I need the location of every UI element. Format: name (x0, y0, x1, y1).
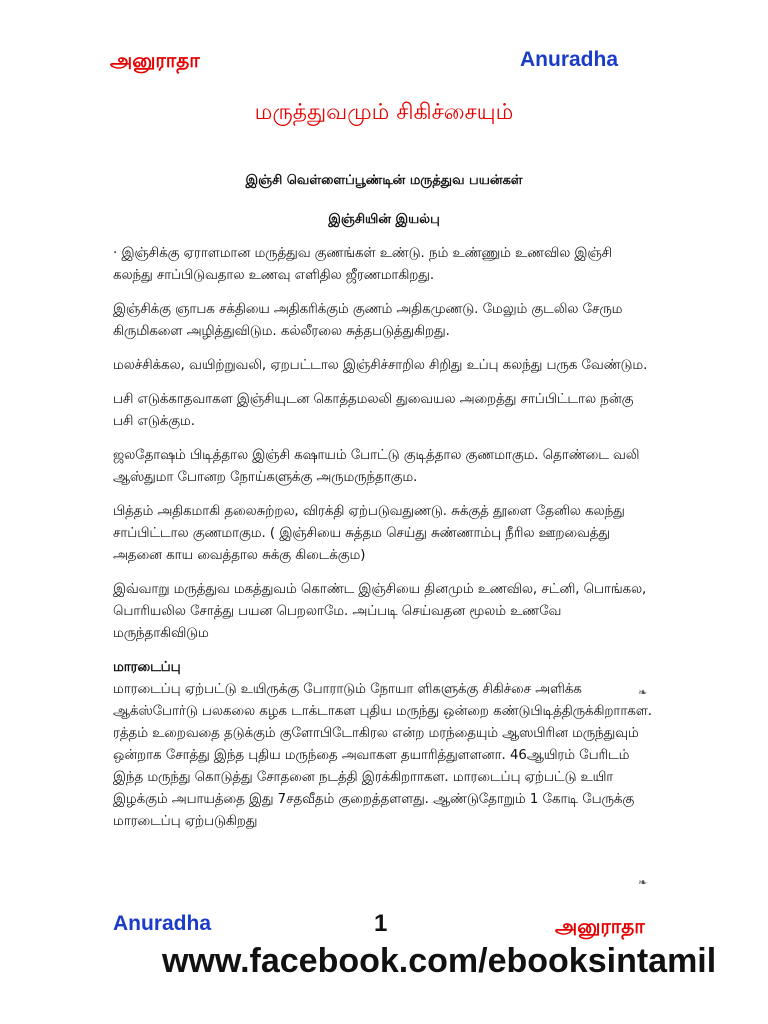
ornament-icon: ❧ (638, 876, 648, 889)
paragraph: பித்தம் அதிகமாகி தலைசுற்றல, விரக்தி ஏற்படுவதுணடு. சுக்குத் தூளை தேனில கலந்து சாப்பிட்டால குணமாகும. ( இஞ்சியை சுத்தம செய்து சுண்ணாம்பு நீரில ஊறவைத்து அதனை காய வைத்தால சுக்கு கிடைக்கும) (113, 504, 625, 563)
paragraph: · இஞ்சிக்கு ஏராளமான மருத்துவ குணங்கள் உண்டு. நம் உண்ணும் உணவில இஞ்சி கலந்து சாப்பிடுவதால உணவு எளிதில ஜீரணமாகிறது. (113, 246, 613, 283)
section-text-heart-attack: மாரடைப்பு ஏற்பட்டு உயிருக்கு போராடும் நோயா ளிகளுக்கு சிகிச்சை அளிக்க ஆக்ஸ்போர்டு பலகலை கழக டாக்டாகள புதிய மருந்து ஒன்றை கண்டுபிடித்திருக்கிறாாகள. ரத்தம் உறைவதை தடுக்கும் குளோபிடோகிரல என்ற மரந்தையும் ஆஸபிரின மருந்துவும் ஒன்றாக சோத்து இந்த புதிய மருந்தை அவாகள தயாரித்துளளனா. 46ஆயிரம் பேரிடம் இந்த மருந்து கொடுத்து சோதனை நடத்தி இரக்கிறாாகள. மாரடைப்பு ஏற்பட்டு உயிா இழக்கும் அபாயத்தை இது 7சதவீதம் குறைத்தளளது. ஆண்டுதோறும் 1 கோடி பேருக்கு மாரடைப்பு ஏற்படுகிறது (113, 682, 653, 829)
paragraph: ஜலதோஷம் பிடித்தால இஞ்சி கஷாயம் போட்டு குடித்தால குணமாகும. தொண்டை வலி ஆஸ்துமா போனற நோய்களுக்கு அருமருந்தாகும. (113, 448, 640, 485)
subtitle-ginger-nature: இஞ்சியின் இயல்பு (328, 212, 440, 227)
article-body (113, 243, 653, 845)
paragraph: மலச்சிக்கல, வயிற்றுவலி, ஏறபட்டால இஞ்சிச்சாறில சிறிது உப்பு கலந்து பருக வேண்டும. (113, 358, 648, 373)
paragraph: இவ்வாறு மருத்துவ மகத்துவம் கொண்ட இஞ்சியை தினமும் உணவில, சட்னி, பொங்கல, பொரியலில சோத்து பயன பெறலாமே. அப்படி செய்வதன மூலம் உணவே மருந்தாகிவிடும (113, 582, 647, 641)
header-english-author: Anuradha (520, 48, 619, 71)
section-heading-heart-attack: மாரடைப்பு (113, 660, 181, 675)
footer-tamil-author: அனுராதா (555, 914, 645, 938)
subtitle-ginger-garlic: இஞ்சி வெள்ளைப்பூண்டின் மருத்துவ பயன்கள் (245, 173, 523, 188)
paragraph: பசி எடுக்காதவாகள இஞ்சியுடன கொத்தமலலி துவையல அறைத்து சாப்பிட்டால நன்கு பசி எடுக்கும. (113, 392, 634, 429)
header-tamil-author: அனுராதா (110, 48, 200, 72)
footer-english-author: Anuradha (113, 912, 212, 935)
facebook-url-link[interactable]: www.facebook.com/ebooksintamil (162, 942, 717, 980)
paragraph: இஞ்சிக்கு ஞாபக சக்தியை அதிகரிக்கும் குணம் அதிகமுணடு. மேலும் குடலில சேரும கிருமிகளை அழித்துவிடும. கல்லீரலை சுத்தபடுத்துகிறது. (113, 302, 623, 339)
page-title: மருத்துவமும் சிகிச்சையும் (254, 100, 514, 125)
ornament-icon: ❧ (638, 686, 648, 699)
page-number: 1 (374, 910, 388, 937)
